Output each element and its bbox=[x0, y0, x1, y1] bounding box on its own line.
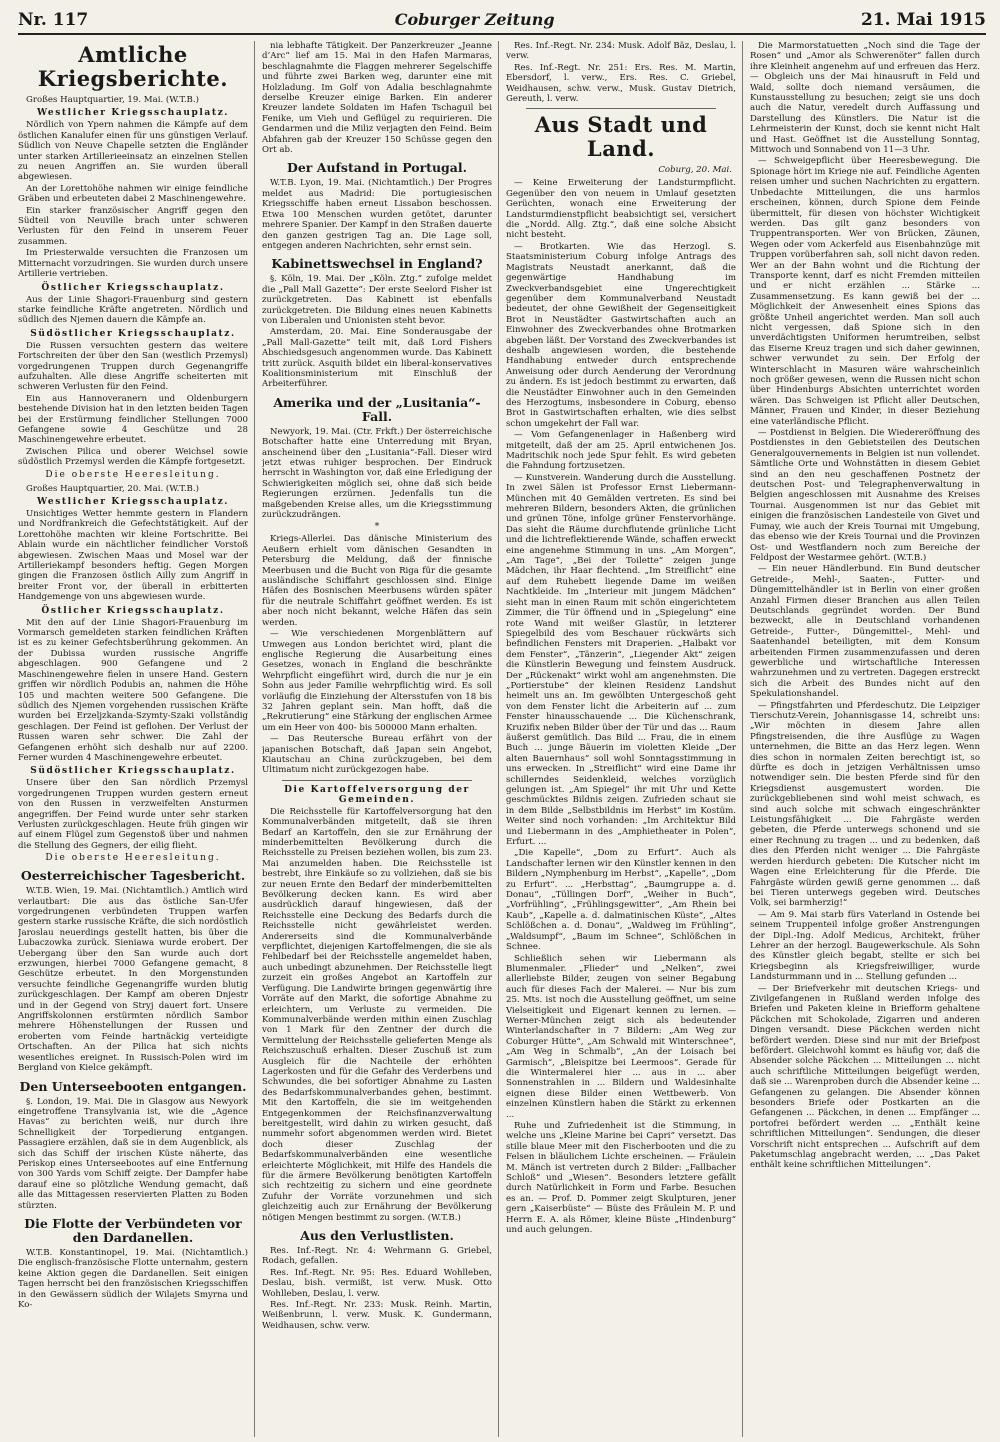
paragraph: §. London, 19. Mai. Die in Glasgow aus Newyork eingetroffene Transylvania ist, wie die „Agence Havas“ zu berichten weiß, nur durch ihre Schnelligkeit der Torpedierung entgangen. Passagiere erzählen, daß sie in dem Augenblick, als sich das Schiff der irischen Küste näherte, das Periskop eines Unterseebootes auf eine Entfernung von 300 Yards vom Schiff zeigte. Der Dampfer habe darauf eine so plötzliche Wendung gemacht, daß alle das Mittagessen reservierten Platten zu Boden stürzten. bbox=[18, 1096, 248, 1211]
headline: Amerika und der „Lusitania“-Fall. bbox=[273, 394, 481, 424]
subheading: Westlicher Kriegsschauplatz. bbox=[36, 497, 230, 507]
headline: Den Unterseebooten entgangen. bbox=[19, 1078, 247, 1094]
paragraph: — Kunstverein. Wanderung durch die Ausstellung. In zwei Sälen ist Professor Ernst Liebermann-München mit 40 Gemälden vertreten. Es sind bei mehreren Bildern, besonders Akten, die grünlichen und grünen Töne, infolge grüner Fenstervorhänge. Das sieht die Räume durchflutende grünliche Licht und die lichtreflektierende Wände, schaffen erweckt eine angenehme Stimmung in uns. „Am Morgen“, „Am Tage“, „Bei der Toilette“ zeigen junge Mädchen, ihr Haar flechtend. „Im Streiflicht“ eine auf dem Ruhebett liegende Dame im weißen Nachtkleide. Im „Interieur mit jungem Mädchen“ sieht man in einen Raum mit schön eingerichtetem Zimmer, die Tür öffnend und in „Spiegelung“ eine rote Wand mit weißer Glastür, in letzterer Spiegelbild des vom Beschauer rückwärts sich befindlichen Fensters mit Draperien. „Halbakt vor dem Fenster“, „Tänzerin“, „Liegender Akt“ zeigen die Künstlerin Bewegung und feinstem Ausdruck. Der „Rückenakt“ wirkt wohl am angenehmsten. Die „Portierstube“ der kleinen Residenz Landshut heimelt uns an. Im gewölbten Untergeschoß geht von dem Fenster licht die Arbeiterin auf ... zum Fenster hinausschauende ... Die Küchenschrank, Kruzifix neben Bilder über der Tür und das ... Raum äußerst gemütlich. Das Bild ... Frau, die in einem Buch ... junge Bäuerin im violetten Kleide „Der alten Bauernhaus“ soll wohl Sonntagsstimmung in uns erwecken. In „Streiflicht“ wird eine Dame ihr schillerndes Seidenkleid, welches vorzüglich gelungen ist. „Am Spiegel“ ihr mit Uhr und Kette geschmücktes Bildnis zeigen. Zufrieden schaut sie in dem Bilde „Selbstbildnis im Herbst“ im Kostüm. Weiter sind noch vorhanden: „Im Architektur Bild und Liebermann in des „Amphietheater in Polen“, Erfurt. ... bbox=[506, 472, 736, 848]
paragraph: W.T.B. Lyon, 19. Mai. (Nichtamtlich.) Der Progres meldet aus Madrid: Die portugiesischen Kriegsschiffe haben erneut Lissabon beschossen. Etwa 100 Menschen wurden getötet, darunter mehrere Spanier. Der Kampf in den Straßen dauerte den ganzen gestrigen Tag an. Die Lage soll, entgegen anderen Nachrichten, sehr ernst sein. bbox=[262, 178, 492, 251]
divider bbox=[526, 108, 716, 109]
paragraph: Die Russen versuchten gestern das weitere Fortschreiten der über den San (westlich Przemysl) vorgedrungenen Truppen durch Gegenangriffe aufzuhalten. Alle diese Angriffe scheiterten mit schweren Verlusten für den Feind. bbox=[18, 340, 248, 393]
paragraph: — Das Reutersche Bureau erfährt von der japanischen Botschaft, daß Japan sein Angebot, Kiautschau an China zurückzugeben, bei dem Ultimatum nicht zurückgezogen habe. bbox=[262, 734, 492, 776]
headline: Der Aufstand in Portugal. bbox=[287, 160, 467, 176]
paragraph: Mit den auf der Linie Shagori-Frauenburg im Vormarsch gemeldeten starken feindlichen Kräften ist es zu keiner Gefechtsberührung gekommen. An der Dubissa wurden russische Angriffe abgeschlagen. 900 Gefangene und 2 Maschinengewehre fielen in unsere Hand. Gestern griffen wir nördlich Podubis an, nahmen die Höhe 105 und machten weitere 500 Gefangene. Die südlich des Njemen vorgehenden russischen Kräfte wurden bei Erzeljzkanda-Szymty-Szaki vollständig geschlagen. Der Feind ist geflohen. Der Verlust der Russen waren sehr schwer. Die Zahl der Gefangenen erhöht sich deshalb nur auf 2200. Ferner wurden 4 Maschinengewehre erbeutet. bbox=[18, 617, 248, 763]
issue-number: Nr. 117 bbox=[18, 10, 89, 30]
subheading: Östlicher Kriegsschauplatz. bbox=[41, 282, 225, 293]
paragraph: Im Priesterwalde versuchten die Franzosen um Mitternacht vorzudringen. Sie wurden durch unsere Artillerie vertrieben. bbox=[18, 248, 248, 280]
paragraph: — Am 9. Mai starb fürs Vaterland in Ostende bei seinem Truppenteil infolge großer Anstrengungen der Dipl.-Ing. Adolf Medicus, Architekt, früher Lehrer an der herzogl. Baugewerkschule. Als Sohn des Künstler gleich begabt, stellte er sich bei Kriegsbeginn als Kriegsfreiwilliger, wurde Landsturmmann und in ... Stellung gefunden ... bbox=[750, 909, 980, 983]
headline: Die Flotte der Verbündeten vor den Dardanellen. bbox=[24, 1215, 242, 1245]
paragraph: Newyork, 19. Mai. (Ctr. Frkft.) Der österreichische Botschafter hatte eine Unterredung mit Bryan, anscheinend über den „Lusitania“-Fall. Dieser wird jetzt etwas ruhiger besprochen. Der Eindruck herrscht in Washington vor, daß eine Erledigung der Schwierigkeiten möglich sei, ohne daß sich beide Regierungen erzürnen. Jedenfalls tun die maßgebenden Kreise alles, um die Kriegsstimmung zurückzudrängen. bbox=[262, 426, 492, 521]
paragraph: Res. Inf.-Regt. Nr. 234: Musk. Adolf Bäz, Deslau, l. verw. bbox=[506, 41, 736, 62]
dispatch-header: Großes Hauptquartier, 20. Mai. (W.T.B.) bbox=[26, 483, 199, 494]
paragraph: — Der Briefverkehr mit deutschen Kriegs- und Zivilgefangenen in Rußland werden infolge des Briefen und Paketen kleine in Briefform gehaltene Päckchen mit Schokolade, Zigarren und anderen Dingen versandt. Diese Päckchen werden nicht befördert werden. Diese sind nur mit der Briefpost befördert. Gleichwohl kommt es häufig vor, daß die Absender solche Päckchen ... Mitteilungen ... nicht auch schriftliche Mitteilungen beigefügt werden, daß sie ... Warenproben durch die Absender keine ... Gefangenen zu gelangen. Die Absender können besonders Briefe oder Postkarten an die Gefangenen ... Päckchen, in denen ... Empfänger ... portofrei befördert werden ... „Enthält keine schriftlichen Mitteilungen“. Sendungen, die dieser Vorschrift nicht entsprechen ... Aufschrift auf dem Paketumschlag angebracht werden, ... „Das Paket enthält keine schriftlichen Mitteilungen“. bbox=[750, 983, 980, 1171]
paragraph: Res. Inf.-Regt. Nr. 251: Ers. Res. M. Martin, Ebersdorf, l. verw., Ers. Res. C. Griebel, Weidhausen, schw. verw., Musk. Gustav Dietrich, Gereuth, l. verw. bbox=[506, 62, 736, 105]
subheading: Westlicher Kriegsschauplatz. bbox=[36, 108, 230, 119]
divider bbox=[282, 780, 472, 781]
dateline: Coburg, 20. Mai. bbox=[658, 165, 732, 176]
paragraph: Nördlich von Ypern nahmen die Kämpfe auf dem östlichen Kanalufer einen für uns günstigen Verlauf. Südlich von Neuve Chapelle setzten die Engländer unter starken Artillerieeinsatz an einzelnen Stellen zu neuen Angriffen an. Sie wurden überall abgewiesen. bbox=[18, 120, 248, 183]
subheading: Südöstlicher Kriegsschauplatz. bbox=[30, 766, 236, 777]
paragraph: — Vom Gefangenenlager in Haßenberg wird mitgeteilt, daß der am 25. April entwichenen Jos. Madritschik noch jede Spur fehlt. Es wird gebeten die Fahndung fortzusetzen. bbox=[506, 430, 736, 472]
paragraph: An der Lorettohöhe nahmen wir einige feindliche Gräben und erbeuteten dabei 2 Maschinengewehre. bbox=[18, 183, 248, 205]
paragraph: Ruhe und Zufriedenheit ist die Stimmung, in welche uns „Kleine Marine bei Capri“ versetzt. Das stille blaue Meer mit den Fischerbooten und die zu Felsen in bläulichem Lichte erscheinen. — Fräulein M. Mänch ist vertreten durch 2 Bilder: „Fallbacher Schloß“ und „Wiesen“. Besonders letztere gefällt durch Natürlichkeit in Form und Farbe. Besuchen es an. — Prof. D. Pommer zeigt Skulpturen, jener gern „Kaiserbüste“ — Büste des Fräulein M. P. und Herrn E. A. als Römer, kleine Büste „Hindenburg“ und auch gelungen. bbox=[506, 1121, 736, 1236]
paragraph: Die Marmorstatuetten „Noch sind die Tage der Rosen“ und „Amor als Schwerenöter“ fallen durch ihre Kleinheit angenehm auf und erfreuen das Herz. — Obgleich uns der Mai hinausruft in Feld und Wald, sollte doch niemand versäumen, die Kunstausstellung zu besuchen; zeigt sie uns doch auch die Natur, veredelt durch Auffassung und Darstellung des Künstlers. Die Natur ist die Lehrmeisterin der Kunst, doch sie kennt nicht Halt und Hast. Geöffnet ist die Ausstellung Sonntag, Mittwoch und Sonnabend von 11—3 Uhr. bbox=[750, 41, 980, 156]
signature: Die oberste Heeresleitung. bbox=[45, 469, 221, 480]
signature: Die oberste Heeresleitung. bbox=[45, 853, 221, 864]
column-2 bbox=[262, 41, 499, 1437]
paragraph: Amsterdam, 20. Mai. Eine Sonderausgabe der „Pall Mall-Gazette“ teilt mit, daß Lord Fishers Abschiedsgesuch angenommen wurde. Das Kabinett tritt zurück. Asquith bildet ein liberal-konservatives Koalitionsministerium mit Einschluß der Arbeiterführer. bbox=[262, 327, 492, 390]
section-title-war-reports: Amtliche Kriegsberichte. bbox=[37, 42, 229, 91]
paragraph: W.T.B. Wien, 19. Mai. (Nichtamtlich.) Amtlich wird verlautbart: Die aus das östliche San-Ufer vorgedrungenen verbündeten Truppen warfen gestern starke russische Kräfte, die sich nordöstlich Jaroslau neuerdings gestellt hatten, bis über die Lubaczowka zurück. Sieniawa wurde erobert. Der Uebergang über den San wurde auch dort erzwungen, hierbei 7000 Gefangene gemacht, 8 Geschütze erbeutet. In den Morgenstunden versuchte feindliche Gegenangriffe wurden blutig zurückgeschlagen. Der Kampf am oberen Dnjestr und in der Gegend von Stryj dauert fort. Unsere Angriffskolonnen erstürmten nördlich Sambor mehrere Höhenstellungen der Russen und eroberten vom Feinde hartnäckig verteidigte Ortschaften. An der Pilica hat sich nichts wesentliches ereignet. In Russisch-Polen wird im Bergland von Kielce gekämpft. bbox=[18, 886, 248, 1074]
newspaper-name: Coburger Zeitung bbox=[394, 10, 555, 29]
paragraph: — Wie verschiedenen Morgenblättern auf Umwegen aus London berichtet wird, plant die englische Regierung die Ausarbeitung eines Gesetzes, wonach in England die beschränkte Wehrpflicht eingeführt wird, durch die nur je ein Sohn aus jeder Familie wehrpflichtig wird. Es soll vorläufig die Einziehung der Altersstufen von 18 bis 32 Jahren geplant sein. Man hofft, daß die „Rekrutierung“ eine Stärkung der englischen Armee um ein Heer von 400- bis 500000 Mann erhalten. bbox=[262, 629, 493, 733]
paragraph: Res. Inf.-Regt. Nr. 233: Musk. Reinh. Martin, Weißenbrunn, l. verw. Musk. K. Gundermann, Weidhausen, schw. verw. bbox=[262, 1300, 492, 1331]
paragraph: Zwischen Pilica und oberer Weichsel sowie südöstlich Przemysl werden die Kämpfe fortgesetzt. bbox=[18, 446, 248, 468]
paragraph: Unsere über den San nördlich Przemysl vorgedrungenen Truppen wurden gestern erneut von den Russen in verzweifelten Ansturmen angegriffen. Der Feind wurde unter sehr starken Verlusten zurückgeschlagen. Heute früh gingen wir auf einem Flügel zum Gegenstoß über und nahmen die Stellung des Gegners, der eilig flieht. bbox=[18, 778, 248, 851]
paragraph: Ein aus Hannoveranern und Oldenburgern bestehende Division hat in den letzten beiden Tagen bei der Erstürmung feindlicher Stellungen 7000 Gefangene sowie 4 Geschütze und 28 Maschinengewehre erbeutet. bbox=[18, 393, 248, 446]
paragraph: — Schweigepflicht über Heeresbewegung. Die Spionage hört im Kriege nie auf. Feindliche Agenten reisen umher und suchen Nachrichten zu ergattern. Unbedachte Mitteilungen, die uns harmlos erscheinen, können, durch Spione dem Feinde übermittelt, für diesen von höchster Wichtigkeit werden. Das gilt ganz besonders von Truppentransporten. Wer von Brücken, Zäunen, Wegen oder vom Ackerfeld aus Eisenbahnzüge mit Truppen vorüberfahren sah, soll nicht davon reden. Wer an der Bahn wohnt und die Richtung der Transporte kennt, darf es nicht Fremden mitteilen und er nicht erzählen ... Stärke ... Zusammensetzung. Es kann gewiß bei der ... Möglichkeit der Anwesenheit eines Spions das größte Unheil angerichtet werden. Man soll auch nicht vergessen, daß Spione sich in den unverdächtigsten Uniformen herumtreiben, selbst das Eiserne Kreuz tragen und sich daher gewinnen, schwer verwundet zu sein. Der Erfolg der Winterschlacht in Masuren wäre wahrscheinlich noch größer gewesen, wenn die Russen nicht schon über Hindenburgs Absichten unterrichtet worden wären. Das Schweigen ist Pflicht aller Deutschen, Männer, Frauen und Kinder, in dieser Beziehung eine vaterländische Pflicht. bbox=[750, 156, 980, 427]
subheading: Südöstlicher Kriegsschauplatz. bbox=[30, 328, 236, 339]
paragraph: nia lebhafte Tätigkeit. Der Panzerkreuzer „Jeanne d’Arc“ lief am 15. Mai in den Hafen Marmaras, beschlagnahmte die Flaggen mehrerer Segelschiffe und führte zwei Barken weg, darunter eine mit Holzladung. Im Golf von Adalia beschlagnahmte derselbe Kreuzer einige Barken. Ein anderer Kreuzer landete Soldaten im Hafen Tschaguil bei Fenike, um Vieh und Geflügel zu requirieren. Die Gendarmen und die Miliz verjagten den Feind. Beim Abfahren gab der Kreuzer 150 Schüsse gegen den Ort ab. bbox=[262, 41, 492, 156]
paragraph: Kriegs-Allerlei. Das dänische Ministerium des Aeußern erhielt vom dänischen Gesandten in Petersburg die Meldung, daß der finnische Meerbusen und die Bucht von Riga für die gesamte ausländische Schiffahrt geschlossen sind. Einige Häfen des Bosnischen Meerbusens würden später für die neutrale Schiffahrt geöffnet werden. Es ist aber noch nicht bekannt, welche Häfen das sein werden. bbox=[262, 534, 492, 628]
paragraph: — Keine Erweiterung der Landsturmpflicht. Gegenüber den von neuem in Umlauf gesetzten Gerüchten, wonach eine Erweiterung der Landsturmdienstpflicht beabsichtigt sei, versichert die „Nordd. Allg. Ztg.“, daß eine solche Absicht nicht besteht. bbox=[506, 178, 736, 241]
separator-star: * bbox=[374, 522, 380, 533]
subheading: Die Kartoffelversorgung der Gemeinden. bbox=[284, 784, 470, 805]
section-title-local: Aus Stadt und Land. bbox=[534, 112, 708, 162]
headline: Kabinettswechsel in England? bbox=[271, 256, 483, 272]
issue-date: 21. Mai 1915 bbox=[860, 10, 986, 30]
paragraph: Ein starker französischer Angriff gegen den Südteil von Neuville brach unter schweren Verlusten für den Feind in unserem Feuer zusammen. bbox=[18, 205, 248, 247]
paragraph: Unsichtiges Wetter hemmte gestern in Flandern und Nordfrankreich die Gefechtstätigkeit. Auf der Lorettohöhe machten wir kleine Fortschritte. Bei Ablain wurde ein nächtlicher feindlicher Vorstoß abgewiesen. Zwischen Maas und Mosel war der Artilleriekampf besonders heftig. Gegen Morgen gingen die Franzosen östlich Ailly zum Angriff in breiter Front vor, der überall in erbitterten Handgemenge von uns abgewiesen wurde. bbox=[18, 509, 248, 603]
paragraph: — Ein neuer Händlerbund. Ein Bund deutscher Getreide-, Mehl-, Saaten-, Futter- und Düngemittelhändler ist in Berlin von einer großen Anzahl Firmen dieser Branchen aus allen Teilen Deutschlands gegründet worden. Der Bund bezweckt, alle in Deutschland vorhandenen Getreide-, Futter-, Düngemittel-, Mehl- und Saatenhandel beteiligten, mit dem Konsum arbeitenden Firmen zusammenzufassen und deren gewerbliche und wirtschaftliche Interessen wahrzunehmen und zu vertreten. Dagegen erstreckt sich die Arbeit des Bundes nicht auf den Spekulationshandel. bbox=[750, 564, 980, 700]
headline: Oesterreichischer Tagesbericht. bbox=[20, 868, 246, 884]
paragraph: Res. Inf.-Regt. Nr. 4: Wehrmann G. Griebel, Rodach, gefallen. bbox=[262, 1246, 492, 1267]
paragraph: „Die Kapelle“, „Dom zu Erfurt“. Auch als Landschafter lernen wir den Künstler kennen in den Bildern „Nymphenburg im Herbst“, „Kapelle“, „Dom zu Erfurt“. ... „Herbsttag“, „Baumgruppe a. d. Donau“, „Tüllingen Dorf“, „Weiher in Buch“, „Vorfrühling“, „Frühlingsgewitter“, „Am Rhein bei Kaub“, „Kapelle a. d. dalmatinischen Küste“, „Altes Schlößchen a. d. Donau“, „Waldweg im Frühling“, „Waldsumpf“, „Baum im Schnee“, Schlößchen in Schnee. bbox=[506, 848, 737, 953]
paragraph: W.T.B. Konstantinopel, 19. Mai. (Nichtamtlich.) Die englisch-französische Flotte unternahm, gestern keine Aktion gegen die Dardanellen. Seit einigen Tagen herrscht bei den französischen Kriegsschiffen in den Gewässern südlich der Wilajets Smyrna und Ko- bbox=[18, 1247, 248, 1310]
paragraph: Die Reichsstelle für Kartoffelversorgung hat den Kommunalverbänden mitgeteilt, daß sie ihren Bedarf an Kartoffeln, den sie zur Ernährung der minderbemittelten Bevölkerung durch die Reichsstelle zu Preisen beziehen wollen, bis zum 23. Mai anzumelden haben. Die Reichsstelle ist bestrebt, ihre Einkäufe so zu vollziehen, daß sie bis zur neuen Ernte den Bedarf der minderbemittelten Bevölkerung decken kann. Es wird aber ausdrücklich darauf hingewiesen, daß der Reichsstelle eine Deckung des Bedarfs durch die Reichsstelle nicht gewährleistet werden. Andererseits sind die Kommunalverbände verpflichtet, diejenigen Kartoffelmengen, die sie als Fehlbedarf bei der Reichsstelle angemeldet haben, auch unbedingt abzunehmen. Der Reichsstelle liegt zurzeit ein großes Angebot an Kartoffeln zur Verfügung. Die Landwirte bringen gegenwärtig ihre Vorräte auf den Markt, die sofortige Abnahme zu erleichtern, um Verluste zu vermeiden. Die Kommunalverbände werden mithin einen Zuschlag von 1 Mark für den Zentner der durch die Vermittelung der Reichsstelle gelieferten Menge als Reichszuschuß erhalten. Dieser Zuschuß ist zum Ausgleich für die Nachteile der erhöhten Lagerkosten und für die Gefahr des Verderbens und Schwundes, die bei sofortiger Abnahme zu Lasten des Bedarfskommunalverbandes gehen, bestimmt. Mit den Kartoffeln, die sie im weitgehenden Entgegenkommen der Reichsfinanzverwaltung bereitgestellt, wird dahin zu wirken gesucht, daß nummehr sofort abgenommen werden wird. Bietet doch dieser Zuschlag der Bedarfskommunalverbänden eine wesentliche erleichterte Möglichkeit, mit Hilfe des Handels die für die ärmere Bevölkerung benötigten Kartoffeln sich rechtzeitig zu sichern und eine geordnete Zufuhr der Vorräte vorzunehmen und sich gleichzeitig auch zur Ernährung der Bevölkerung nötigen Mengen bestimmt zu sorgen. (W.T.B.) bbox=[262, 806, 492, 1223]
paragraph: §. Köln, 19. Mai. Der „Köln. Ztg.“ zufolge meldet die „Pall Mall Gazette“: Der erste Seelord Fisher ist zurückgetreten. Das Kabinett ist ebenfalls zurückgetreten. Die Bildung eines neuen Kabinetts von Liberalen und Unionisten steht bevor. bbox=[262, 274, 492, 326]
subheading: Östlicher Kriegsschauplatz. bbox=[41, 605, 225, 616]
paragraph: Schließlich sehen wir Liebermann als Blumenmaler. „Flieder“ und „Nelken“, zwei allerliebste Bilder, zeugen von seiner Begabung auch für dieses Fach der Malerei. — Nur bis zum 25. Mts. ist noch die Ausstellung geöffnet, um seine Vielseitigkeit und Eigenart kennen zu lernen. — Werner-München zeigt sich als bedeutender Winterlandschafter in 7 Bildern: „Am Weg zur Coburger Hütte“, „Am Schwald mit Winterschnee“, „Am Weg in Schmalb“, „An der Loisach bei Garmisch“, „Bleispitze bei Leermoos“. Gerade für die Wintermalerei hier ... aus in ... aber Sonnenstrahlen in ... Bildern und Waldesinhalte eignen diese Bilder einen Wettbewerb. Von einzelnen Künstlern haben die Stärkt zu erkennen ... bbox=[506, 953, 736, 1120]
paragraph: — Postdienst in Belgien. Die Wiedereröffnung des Postdienstes in den Gebietsteilen des Deutschen Generalgouvernements in Belgien ist nun vollendet. Sämtliche Orte und Wohnstätten in diesem Gebiet sind an den neu geschaffenen Postnetz der deutschen Post- und Telegraphenverwaltung in Belgien angeschlossen mit Ausnahme des Kreises Tournai. Ausgenommen ist nur das Gebiet mit einigen die französischen Landesteile von Givet und Fumay, wie auch der Kreis Tournai mit Umgebung, das ebenso wie der Kreis Tournai und die Provinzen Ost- und Westflandern noch zum Bereiche der Feldpost der Westarmee gehört. (W.T.B.) bbox=[750, 428, 980, 563]
column-1 bbox=[18, 41, 255, 1437]
column-3 bbox=[506, 41, 743, 1437]
masthead bbox=[18, 10, 986, 35]
column-4 bbox=[750, 41, 986, 1437]
columns bbox=[18, 41, 986, 1437]
paragraph: Res. Inf.-Regt. Nr. 95: Res. Eduard Wohlleben, Deslau, bish. vermißt, ist verw. Musk. Otto Wohlleben, Deslau, l. verw. bbox=[262, 1267, 492, 1299]
paragraph: — Brotkarten. Wie das Herzogl. S. Staatsministerium Coburg infolge Antrags des Magistrats Neustadt anerkannt, daß die gegenwärtige Handhabung im Zweckverbandsgebiet eine Ungerechtigkeit gegenüber dem Kommunalverband Neustadt bedeutet, der ohne Gewißheit der Gegenseitigkeit Brot in Neustädter Gastwirtschaften auch an Einwohner des Zweckverbandes ohne Brotmarken abgeben läßt. Der Vorstand des Zweckverbandes ist deshalb angewiesen worden, die bestehende Handhabung entweder durch entsprechende Anweisung oder durch Aenderung der Verordnung zu ändern. Es ist jedoch bestimmt zu erwarten, daß die Neustädter Einwohner auch in den Gemeinden des Herzogtums, insbesondere in Coburg, ebenso Brot in Gastwirtschaften erhalten, wie dies selbst schon umgekehrt der Fall war. bbox=[506, 241, 736, 429]
dispatch-header: Großes Hauptquartier, 19. Mai. (W.T.B.) bbox=[26, 95, 199, 105]
paragraph: — Pfingstfahrten und Pferdeschutz. Die Leipziger Tierschutz-Verein, Johannisgasse 14, schreibt uns: „Wir möchten in diesem Jahre allen Pfingstreisenden, die ihre Ausflüge zu Wagen unternehmen, die Bitte an das Herz legen. Wenn dies schon in normalen Zeiten berechtigt ist, so dürfte es doch in jetzigen Verhältnissen umso notwendiger sein. Die besten Pferde sind für den Kriegsdienst ausgemustert worden. Die zurückgebliebenen sind wohl meist schwach, es sind auch solche mit schwach eingeschränkter Leistungsfähigkeit ... Die Fahrgäste werden gebeten, die Pferde unterwegs schonend und sie einer Rechnung zu tragen ... und zu bedenken, daß dies den Pferden nicht weniger ... Die Fahrgäste werden hierdurch gebeten: Die Kutscher nicht im Wagen eine Erleichterung für die Pferde. Die Fahrgäste würden gewiß gerne genommen ... daß bei Tieren unterwegs gegeben wird. Deutsches Volk, sei barmherzig!“ bbox=[750, 700, 980, 909]
paragraph: Aus der Linie Shagori-Frauenburg sind gestern starke feindliche Kräfte angetreten. Nördlich und südlich des Njemen dauern die Kämpfe an. bbox=[18, 294, 248, 326]
headline: Aus den Verlustlisten. bbox=[300, 1228, 454, 1244]
